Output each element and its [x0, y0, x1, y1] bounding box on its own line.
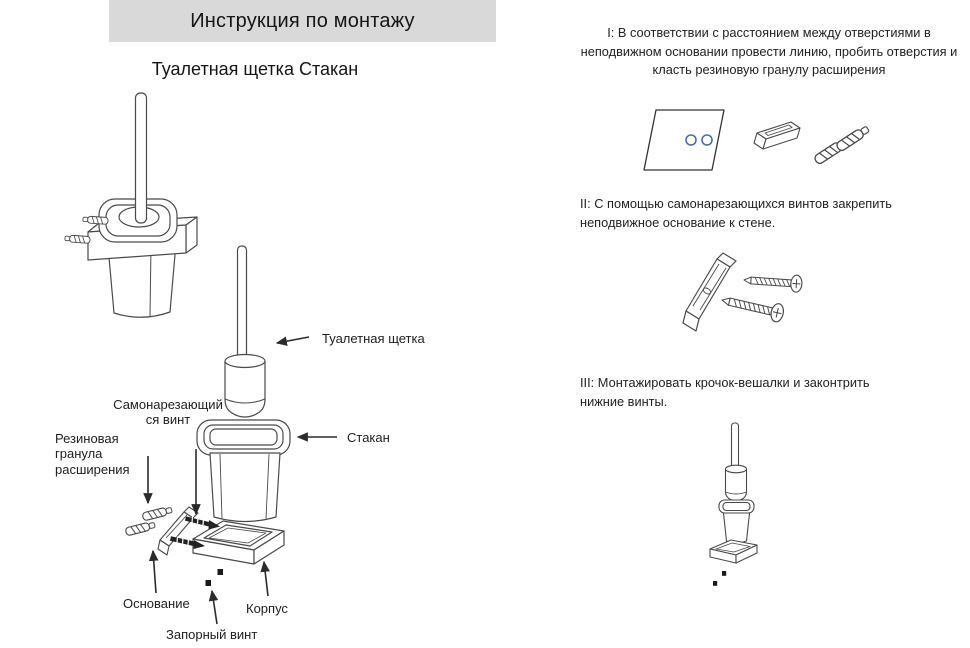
self-tapping-screw-1 — [743, 272, 802, 293]
arrow-body — [264, 562, 268, 596]
step1-illustration — [644, 110, 870, 170]
self-tapping-screw-2 — [720, 291, 785, 323]
step3-illustration — [710, 423, 757, 586]
step-2-text: II: С помощью самонарезающихся винтов закрепить неподвижное основание к стене. — [580, 196, 892, 230]
label-lock-screw: Запорный винт — [166, 627, 258, 642]
fixed-base-part — [683, 253, 736, 331]
label-body: Корпус — [246, 601, 288, 616]
label-toilet-brush: Туалетная щетка — [322, 331, 425, 346]
label-rubber-granule: Резиновая гранула расширения — [55, 431, 130, 477]
header-bar — [109, 0, 496, 42]
page-title: Инструкция по монтажу — [190, 9, 415, 32]
arrow-base — [153, 551, 156, 593]
label-self-tapping-screw: Самонарезающийся винт — [113, 397, 223, 428]
arrow-lock-screw — [212, 591, 217, 624]
fixed-base-part — [754, 122, 800, 149]
lock-screw-part-1 — [722, 571, 726, 576]
arrow-toilet-brush — [277, 337, 309, 343]
lock-screw-arrow-1 — [186, 517, 221, 530]
expansion-anchor-2 — [835, 125, 870, 152]
product-title: Туалетная щетка Стакан — [151, 59, 359, 79]
label-cup: Стакан — [347, 430, 390, 445]
lock-screw-part-2 — [206, 580, 212, 586]
step-3-text: III: Монтажировать крочок-вешалки и законтрить нижние винты. — [580, 375, 870, 409]
lock-screw-part-2 — [713, 581, 717, 586]
mounted-product-illustration — [65, 93, 197, 317]
lock-screw-part-1 — [218, 569, 224, 575]
step2-illustration — [683, 253, 802, 331]
label-base: Основание — [123, 596, 190, 611]
step-1-text: I: В соответствии с расстоянием между отверстиями в неподвижном основании провести линию, пробить отверстия и класть резиновую гранулу расширения — [580, 25, 958, 78]
